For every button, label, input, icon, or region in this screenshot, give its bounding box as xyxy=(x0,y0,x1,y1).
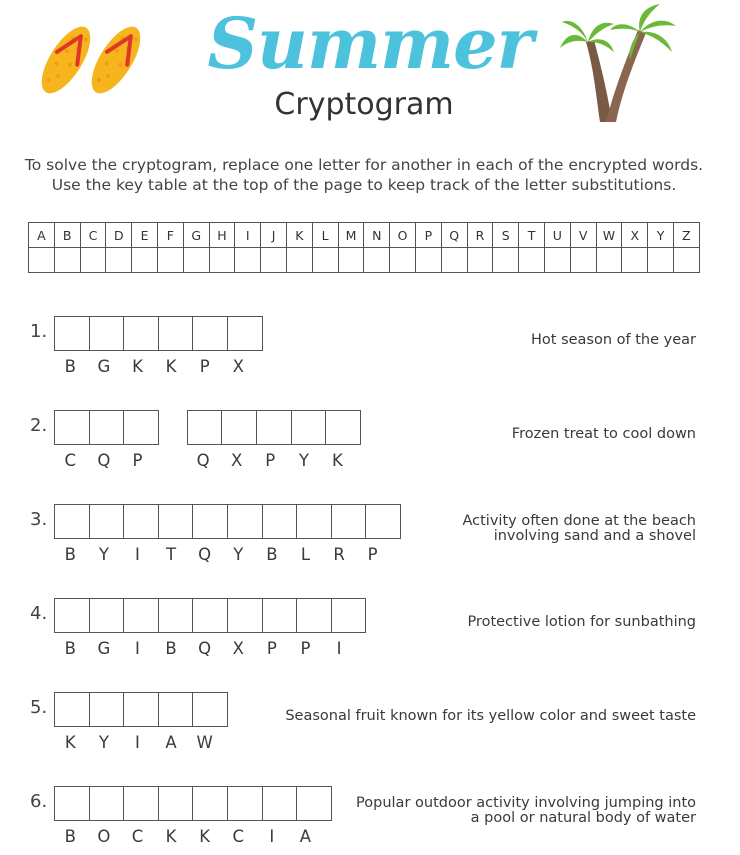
encrypted-word xyxy=(54,639,356,659)
key-answer-cell[interactable] xyxy=(622,248,648,273)
key-letter-cell: V xyxy=(570,223,596,248)
encrypted-letter: P xyxy=(265,451,277,470)
answer-box[interactable] xyxy=(123,316,159,351)
key-answer-cell[interactable] xyxy=(390,248,416,273)
answer-boxes xyxy=(54,504,401,539)
encrypted-letter: Q xyxy=(196,451,211,470)
key-letter-cell: P xyxy=(415,223,441,248)
clue-text: Frozen treat to cool down xyxy=(511,426,696,442)
answer-box[interactable] xyxy=(227,786,263,821)
encrypted-letter: A xyxy=(165,733,178,752)
answer-box[interactable] xyxy=(123,504,159,539)
puzzle-number: 1. xyxy=(30,321,48,342)
key-letter-cell: J xyxy=(261,223,287,248)
key-answer-cell[interactable] xyxy=(338,248,364,273)
key-letter-cell: Q xyxy=(441,223,467,248)
encrypted-word xyxy=(187,451,355,471)
key-letter-cell: L xyxy=(312,223,338,248)
answer-box[interactable] xyxy=(158,692,194,727)
clue-text: a pool or natural body of water xyxy=(470,810,696,826)
key-answer-cell[interactable] xyxy=(570,248,596,273)
key-answer-cell[interactable] xyxy=(235,248,261,273)
answer-boxes xyxy=(54,598,366,633)
answer-box[interactable] xyxy=(158,786,194,821)
answer-box[interactable] xyxy=(158,504,194,539)
answer-box[interactable] xyxy=(123,786,159,821)
encrypted-letter: X xyxy=(232,639,245,658)
clue-text: Protective lotion for sunbathing xyxy=(467,614,696,630)
key-answer-cell[interactable] xyxy=(441,248,467,273)
encrypted-letter: I xyxy=(336,639,343,658)
encrypted-letter: Q xyxy=(97,451,112,470)
encrypted-letter: B xyxy=(64,827,77,846)
answer-box[interactable] xyxy=(192,504,228,539)
answer-box[interactable] xyxy=(325,410,361,445)
encrypted-letter: K xyxy=(165,357,178,376)
answer-box[interactable] xyxy=(262,504,298,539)
answer-box[interactable] xyxy=(192,316,228,351)
key-answer-cell[interactable] xyxy=(183,248,209,273)
key-answer-cell[interactable] xyxy=(493,248,519,273)
encrypted-letter: G xyxy=(97,357,112,376)
answer-boxes xyxy=(54,692,228,727)
encrypted-letter: P xyxy=(199,357,211,376)
answer-box[interactable] xyxy=(89,598,125,633)
answer-box[interactable] xyxy=(262,786,298,821)
answer-box[interactable] xyxy=(256,410,292,445)
answer-box[interactable] xyxy=(158,316,194,351)
key-letter-cell: N xyxy=(364,223,390,248)
answer-box[interactable] xyxy=(192,598,228,633)
key-answer-cell[interactable] xyxy=(157,248,183,273)
key-answer-cell[interactable] xyxy=(80,248,106,273)
key-answer-cell[interactable] xyxy=(54,248,80,273)
encrypted-letter: A xyxy=(299,827,313,846)
key-letter-cell: S xyxy=(493,223,519,248)
answer-box[interactable] xyxy=(262,598,298,633)
key-letter-cell: K xyxy=(286,223,312,248)
answer-boxes xyxy=(54,786,332,821)
instructions-line-1: To solve the cryptogram, replace one letter for another in each of the encrypted words. xyxy=(24,156,704,174)
answer-box[interactable] xyxy=(221,410,257,445)
key-letter-cell: G xyxy=(183,223,209,248)
answer-box[interactable] xyxy=(192,692,228,727)
encrypted-letter: Q xyxy=(198,545,213,564)
answer-box[interactable] xyxy=(54,598,90,633)
encrypted-letter: K xyxy=(332,451,344,470)
key-letter-cell: C xyxy=(80,223,106,248)
instructions-line-2: Use the key table at the top of the page to keep track of the letter substitutions. xyxy=(51,176,677,194)
answer-box[interactable] xyxy=(296,786,332,821)
answer-box[interactable] xyxy=(291,410,327,445)
clue-text: Activity often done at the beach xyxy=(462,513,696,529)
encrypted-letter: B xyxy=(266,545,279,564)
clue-text: Popular outdoor activity involving jumping into xyxy=(356,795,696,811)
answer-box[interactable] xyxy=(187,410,223,445)
key-letter-cell: T xyxy=(519,223,545,248)
answer-box[interactable] xyxy=(54,410,90,445)
encrypted-letter: I xyxy=(269,827,276,846)
answer-box[interactable] xyxy=(123,598,159,633)
encrypted-letter: W xyxy=(196,733,214,752)
puzzle-number: 5. xyxy=(30,697,48,718)
answer-boxes xyxy=(54,316,263,351)
key-letter-cell: F xyxy=(157,223,183,248)
answer-box[interactable] xyxy=(54,504,90,539)
answer-box[interactable] xyxy=(158,598,194,633)
encrypted-letter: T xyxy=(166,545,178,564)
answer-box[interactable] xyxy=(89,316,125,351)
encrypted-word xyxy=(54,827,323,847)
encrypted-letter: G xyxy=(97,639,112,658)
answer-box[interactable] xyxy=(89,786,125,821)
answer-box[interactable] xyxy=(192,786,228,821)
instructions xyxy=(0,155,728,195)
answer-box[interactable] xyxy=(89,504,125,539)
palm-trees-icon xyxy=(556,0,686,126)
answer-box[interactable] xyxy=(89,410,125,445)
encrypted-letter: K xyxy=(199,827,212,846)
encrypted-word xyxy=(54,733,222,753)
key-answer-cell[interactable] xyxy=(261,248,287,273)
key-answer-cell[interactable] xyxy=(364,248,390,273)
clue-text: Seasonal fruit known for its yellow color and sweet taste xyxy=(285,708,696,724)
answer-box[interactable] xyxy=(227,504,263,539)
answer-box[interactable] xyxy=(227,598,263,633)
clue-text: involving sand and a shovel xyxy=(493,528,696,544)
key-letters-row xyxy=(29,223,700,248)
encrypted-word xyxy=(54,545,390,565)
encrypted-letter: Y xyxy=(98,545,110,564)
clue-text: Hot season of the year xyxy=(531,332,696,348)
answer-box[interactable] xyxy=(331,504,367,539)
encrypted-letter: K xyxy=(165,827,178,846)
answer-box[interactable] xyxy=(54,786,90,821)
key-letter-cell: Z xyxy=(673,223,699,248)
key-answer-cell[interactable] xyxy=(286,248,312,273)
encrypted-word xyxy=(54,451,155,471)
answer-box[interactable] xyxy=(123,410,159,445)
page-title: Summer xyxy=(207,2,533,85)
key-letter-cell: O xyxy=(390,223,416,248)
key-answer-cell[interactable] xyxy=(673,248,699,273)
key-answers-row xyxy=(29,248,700,273)
puzzle-number: 3. xyxy=(30,509,48,530)
key-answer-cell[interactable] xyxy=(209,248,235,273)
key-letter-cell: B xyxy=(54,223,80,248)
encrypted-letter: B xyxy=(64,545,77,564)
page-subtitle: Cryptogram xyxy=(274,87,454,122)
key-answer-cell[interactable] xyxy=(648,248,674,273)
puzzle-number: 6. xyxy=(30,791,48,812)
puzzle-number: 4. xyxy=(30,603,48,624)
key-answer-cell[interactable] xyxy=(467,248,493,273)
key-table xyxy=(28,222,700,273)
encrypted-letter: I xyxy=(135,639,141,658)
key-letter-cell: R xyxy=(467,223,493,248)
answer-box[interactable] xyxy=(331,598,367,633)
key-answer-cell[interactable] xyxy=(596,248,622,273)
answer-box[interactable] xyxy=(365,504,401,539)
encrypted-letter: P xyxy=(367,545,379,564)
encrypted-letter: K xyxy=(64,733,77,752)
encrypted-letter: P xyxy=(266,639,278,658)
encrypted-letter: P xyxy=(300,639,312,658)
answer-box[interactable] xyxy=(89,692,125,727)
key-letter-cell: I xyxy=(235,223,261,248)
puzzle-number: 2. xyxy=(30,415,48,436)
answer-box[interactable] xyxy=(296,504,332,539)
encrypted-word xyxy=(54,357,256,377)
encrypted-letter: C xyxy=(232,827,246,846)
key-letter-cell: Y xyxy=(648,223,674,248)
answer-boxes xyxy=(54,410,159,445)
key-answer-cell[interactable] xyxy=(544,248,570,273)
key-answer-cell[interactable] xyxy=(132,248,158,273)
key-answer-cell[interactable] xyxy=(106,248,132,273)
key-letter-cell: M xyxy=(338,223,364,248)
key-letter-cell: A xyxy=(29,223,55,248)
encrypted-letter: P xyxy=(132,451,144,470)
key-letter-cell: W xyxy=(596,223,622,248)
key-answer-cell[interactable] xyxy=(312,248,338,273)
encrypted-letter: I xyxy=(135,733,141,752)
key-letter-cell: E xyxy=(132,223,158,248)
encrypted-letter: L xyxy=(300,545,312,564)
encrypted-letter: K xyxy=(132,357,144,376)
encrypted-letter: B xyxy=(64,639,77,658)
key-answer-cell[interactable] xyxy=(519,248,545,273)
answer-boxes xyxy=(187,410,361,445)
encrypted-letter: X xyxy=(231,451,244,470)
encrypted-letter: Y xyxy=(98,733,110,752)
encrypted-letter: B xyxy=(165,639,178,658)
key-letter-cell: U xyxy=(544,223,570,248)
encrypted-letter: C xyxy=(131,827,145,846)
answer-box[interactable] xyxy=(123,692,159,727)
encrypted-letter: C xyxy=(64,451,78,470)
answer-box[interactable] xyxy=(54,316,90,351)
encrypted-letter: I xyxy=(135,545,141,564)
encrypted-letter: Q xyxy=(198,639,213,658)
key-answer-cell[interactable] xyxy=(415,248,441,273)
encrypted-letter: O xyxy=(97,827,112,846)
key-letter-cell: X xyxy=(622,223,648,248)
answer-box[interactable] xyxy=(296,598,332,633)
encrypted-letter: Y xyxy=(298,451,310,470)
encrypted-letter: B xyxy=(64,357,77,376)
encrypted-letter: R xyxy=(333,545,346,564)
key-letter-cell: H xyxy=(209,223,235,248)
key-answer-cell[interactable] xyxy=(29,248,55,273)
key-letter-cell: D xyxy=(106,223,132,248)
encrypted-letter: X xyxy=(232,357,245,376)
encrypted-letter: Y xyxy=(233,545,245,564)
answer-box[interactable] xyxy=(54,692,90,727)
answer-box[interactable] xyxy=(227,316,263,351)
